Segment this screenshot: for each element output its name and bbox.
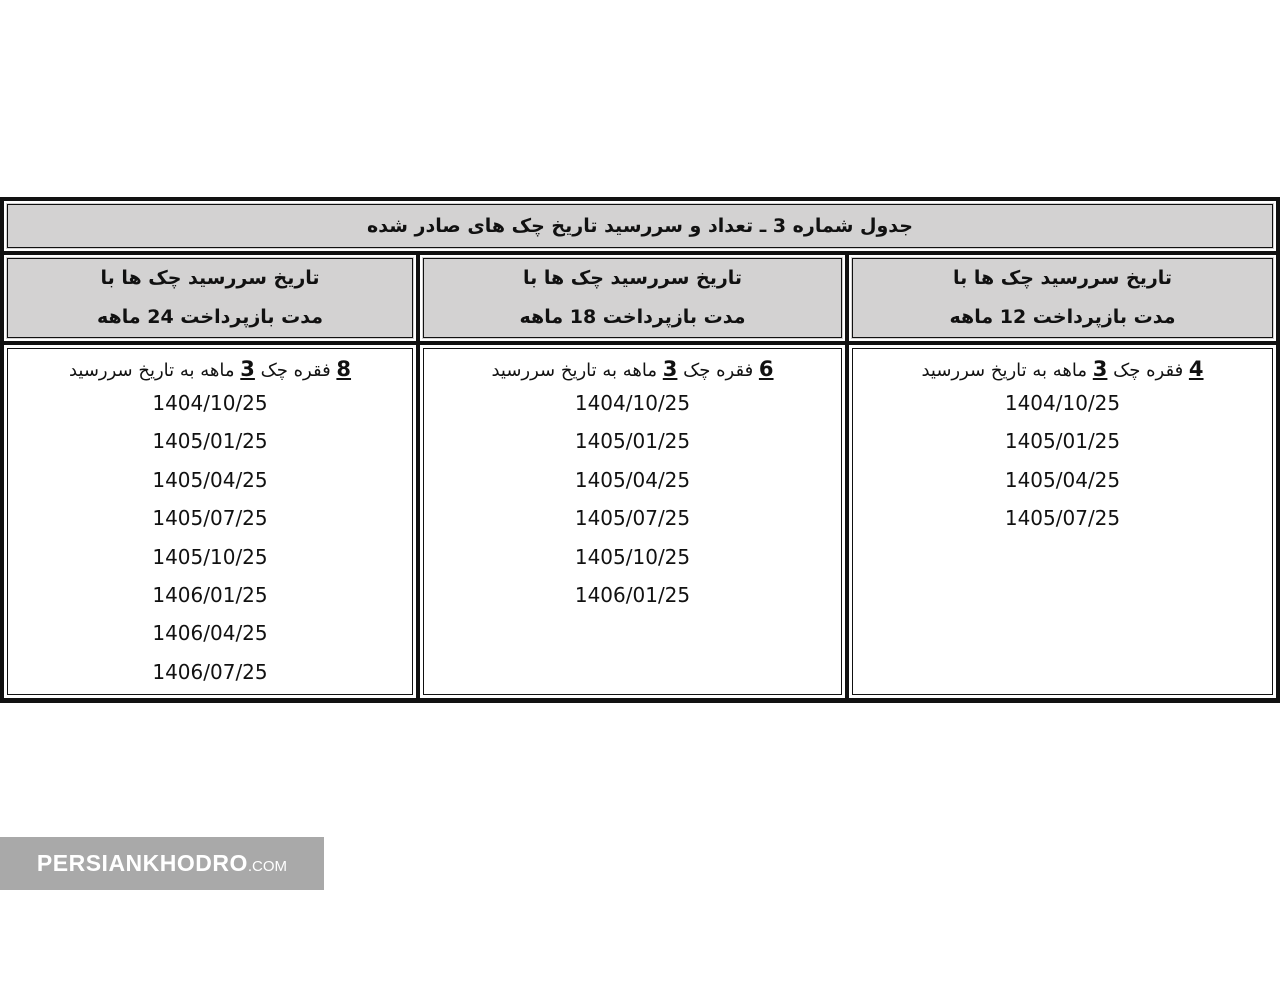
check-schedule-table: [0, 197, 1280, 703]
due-date: 1404/10/25: [1004, 391, 1121, 415]
column-header-18-months: [420, 255, 845, 341]
interval-months: 3: [1092, 357, 1108, 381]
due-date: 1405/10/25: [152, 544, 268, 569]
interval-label: ماهه به تاریخ سررسید: [921, 360, 1088, 381]
watermark-tld: .COM: [247, 857, 288, 875]
check-count-label: فقره چک: [1113, 360, 1184, 381]
interval-label: ماهه به تاریخ سررسید: [491, 360, 658, 381]
check-count-line: [491, 354, 773, 384]
header-line-1: تاریخ سررسید چک ها با: [522, 267, 743, 289]
check-count: 6: [758, 357, 774, 381]
watermark-logo: [0, 837, 324, 890]
header-line-1: تاریخ سررسید چک ها با: [952, 267, 1173, 289]
table-title: جدول شماره 3 ـ تعداد و سررسید تاریخ چک های صادر شده: [4, 201, 1276, 251]
column-header-24-months: [4, 255, 416, 341]
due-date: 1404/10/25: [152, 391, 268, 415]
due-date: 1405/04/25: [574, 467, 691, 492]
due-date: 1406/04/25: [152, 621, 268, 646]
header-line-2: مدت بازپرداخت 24 ماهه: [97, 306, 323, 328]
due-date: 1406/07/25: [152, 659, 268, 684]
check-count-label: فقره چک: [260, 360, 331, 381]
due-date: 1405/07/25: [1004, 506, 1121, 531]
check-count-line: [921, 354, 1203, 384]
watermark-brand: PERSIANKHODRO: [36, 850, 248, 876]
header-line-1: تاریخ سررسید چک ها با: [100, 267, 320, 289]
due-date: 1405/01/25: [1004, 429, 1121, 454]
column-body-24-months: [4, 345, 416, 698]
check-count: 8: [336, 357, 352, 381]
due-date: 1405/10/25: [574, 544, 691, 569]
due-date: 1405/04/25: [152, 467, 268, 492]
due-date: 1404/10/25: [574, 391, 691, 415]
column-body-18-months: [420, 345, 845, 698]
due-date: 1406/01/25: [574, 582, 691, 607]
header-line-2: مدت بازپرداخت 18 ماهه: [519, 306, 746, 328]
due-date: 1406/01/25: [152, 582, 268, 607]
check-count-label: فقره چک: [683, 360, 754, 381]
due-date: 1405/07/25: [152, 506, 268, 531]
column-body-12-months: [849, 345, 1276, 698]
interval-months: 3: [240, 357, 255, 381]
header-line-2: مدت بازپرداخت 12 ماهه: [949, 306, 1176, 328]
interval-label: ماهه به تاریخ سررسید: [68, 360, 235, 381]
check-count-line: [69, 354, 351, 384]
due-date: 1405/01/25: [152, 429, 268, 454]
due-date: 1405/07/25: [574, 506, 691, 531]
due-date: 1405/01/25: [574, 429, 691, 454]
column-header-12-months: [849, 255, 1276, 341]
check-count: 4: [1188, 357, 1204, 381]
due-date: 1405/04/25: [1004, 467, 1121, 492]
interval-months: 3: [662, 357, 678, 381]
